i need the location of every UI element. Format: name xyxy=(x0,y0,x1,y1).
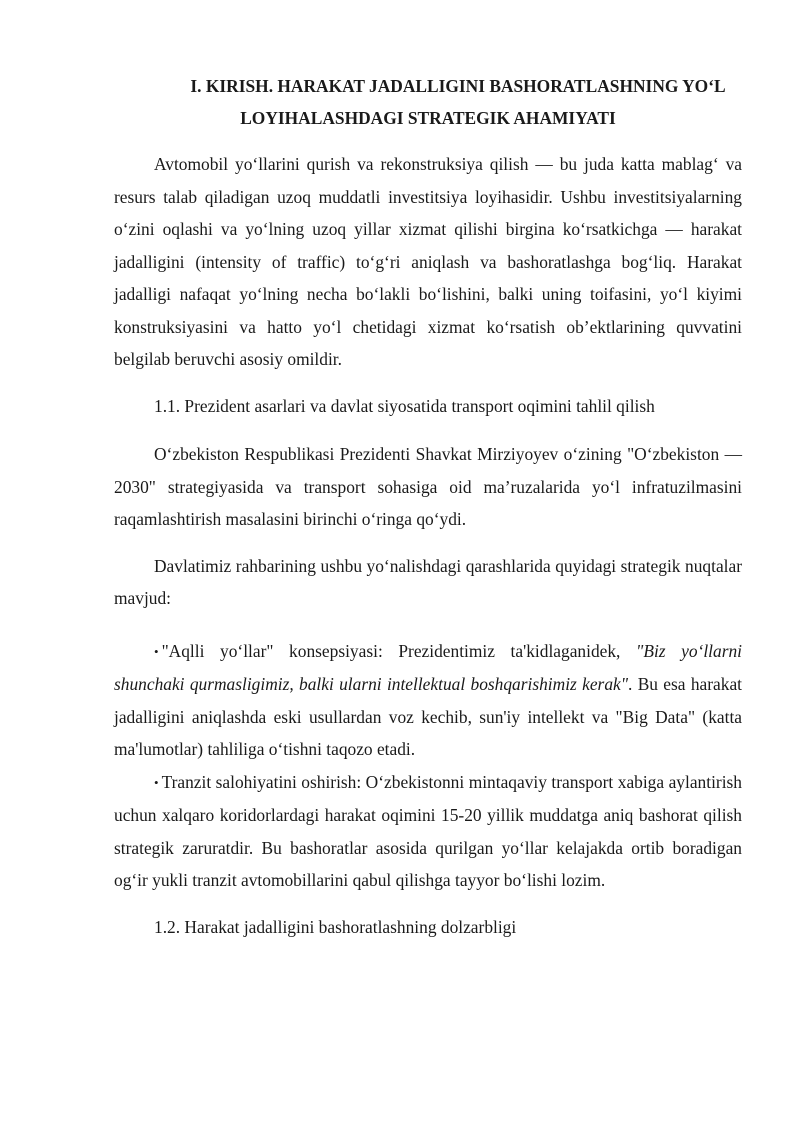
title-line-2: LOYIHALASHDAGI STRATEGIK AHAMIYATI xyxy=(240,108,616,128)
bullet-item-transit xyxy=(114,766,742,897)
bullet-item-smart-roads xyxy=(114,635,742,766)
section-1-1-paragraph-1: O‘zbekiston Respublikasi Prezidenti Shavkat Mirziyoyev o‘zining "O‘zbekiston — 2030" strategiyasida va transport sohasiga oid ma’ruzalarida yo‘l infratuzilmasini raqamlashtirish masalasini birinchi o‘ringa qo‘ydi. xyxy=(114,444,742,529)
section-1-1-heading: 1.1. Prezident asarlari va davlat siyosatida transport oqimini tahlil qilish xyxy=(154,395,655,416)
bullet-tail-text: . Bu esa harakat jadalligini aniqlashda eski usullardan voz kechib, sun'iy intellekt va "Big Data" (katta ma'lumotlar) tahliliga o‘tishni taqozo etadi. xyxy=(114,674,742,759)
document-page xyxy=(114,70,742,959)
intro-paragraph: Avtomobil yo‘llarini qurish va rekonstruksiya qilish — bu juda katta mablag‘ va resurs talab qiladigan uzoq muddatli investitsiya loyihasidir. Ushbu investitsiyalarning o‘zini oqlashi va yo‘lning uzoq yillar xizmat qilishi birgina ko‘rsatkichga — harakat jadalligini (intensity of traffic) to‘g‘ri aniqlash va bashoratlashga bog‘liq. Harakat jadalligi nafaqat yo‘lning necha bo‘lakli bo‘lishini, balki uning toifasini, yo‘l kiyimi konstruksiyasini va hatto yo‘l chetidagi xizmat ko‘rsatish ob’ektlarining quvvatini belgilab beruvchi asosiy omildir. xyxy=(114,154,742,369)
bullet-lead-text: Tranzit salohiyatini oshirish: O‘zbekistonni mintaqaviy transport xabiga aylantirish uchun xalqaro koridorlardagi harakat oqimini 15-20 yillik muddatga aniq bashorat qilish strategik zaruratdir. Bu bashoratlar asosida qurilgan yo‘llar kelajakda ortib boradigan og‘ir yukli tranzit avtomobillarini qabul qilishga tayyor bo‘lishi lozim. xyxy=(114,771,742,890)
section-1-2-heading: 1.2. Harakat jadalligini bashoratlashning dolzarbligi xyxy=(154,916,517,937)
bullet-marker: • xyxy=(154,643,159,659)
bullet-lead-text: "Aqlli yo‘llar" konsepsiyasi: Prezidentimiz ta'kidlaganidek, xyxy=(161,640,637,661)
bullet-marker: • xyxy=(154,774,159,790)
title-line-1: I. KIRISH. HARAKAT JADALLIGINI BASHORATLASHNING YO‘L xyxy=(190,76,726,96)
bullet-quote: "Biz yo‘llarni shunchaki qurmasligimiz, balki ularni intellektual boshqarishimiz kerak" xyxy=(114,640,742,694)
document-title xyxy=(114,70,742,134)
section-1-1-paragraph-2: Davlatimiz rahbarining ushbu yo‘nalishdagi qarashlarida quyidagi strategik nuqtalar mavjud: xyxy=(114,555,742,608)
